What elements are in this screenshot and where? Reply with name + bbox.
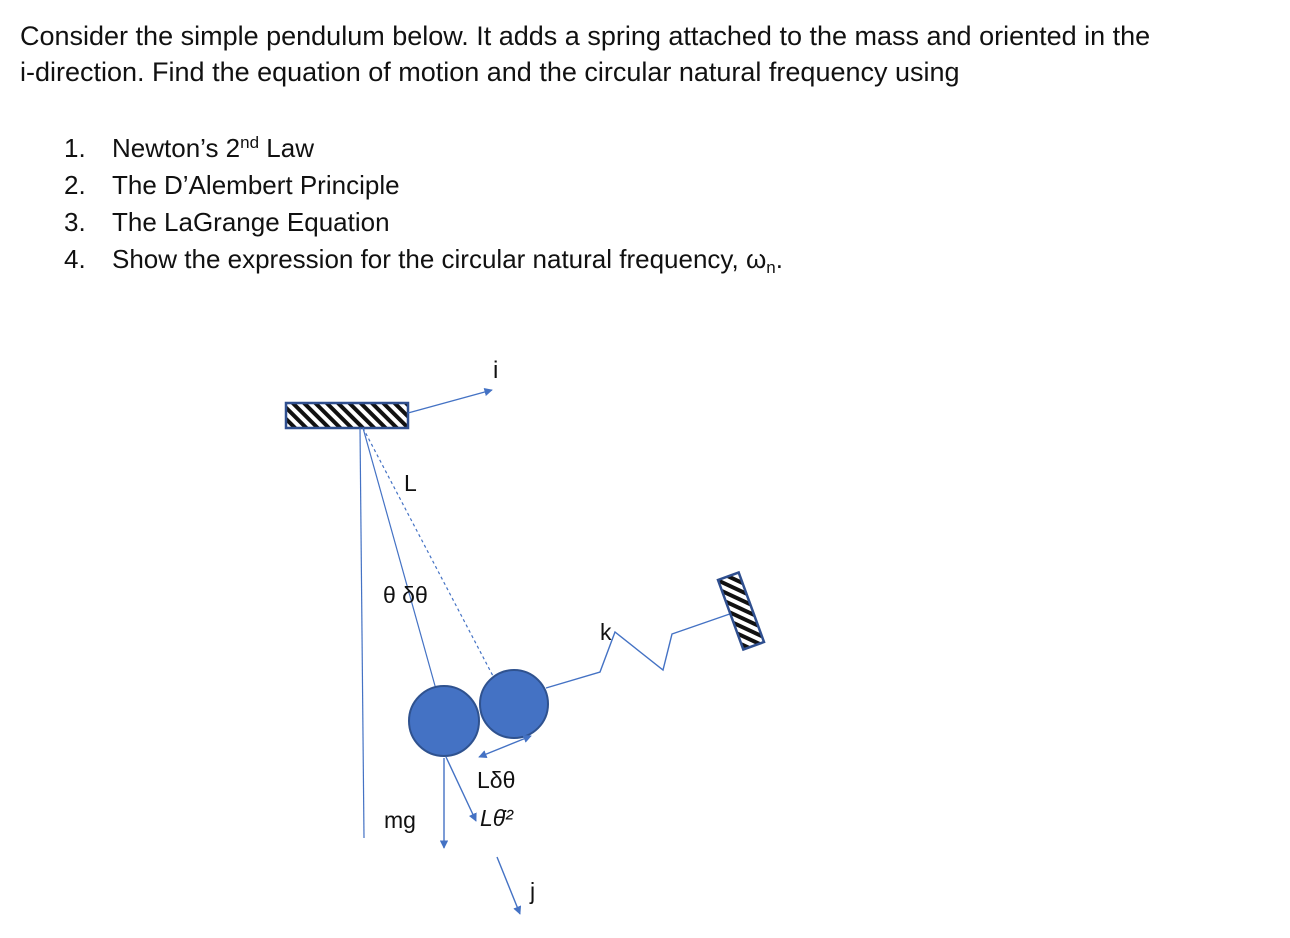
step-number: 4. — [64, 244, 86, 274]
j-axis-arrow — [497, 857, 520, 914]
i-axis-label: i — [493, 357, 499, 384]
step-text: Newton’s 2nd Law — [112, 133, 314, 163]
weight-label: mg — [384, 807, 416, 833]
displaced-mass — [480, 670, 548, 738]
length-label: L — [404, 470, 417, 496]
centripetal-arrow — [446, 757, 476, 821]
subscript: n — [766, 258, 776, 277]
centripetal-label: Lθ̇² — [480, 805, 513, 831]
step-number: 3. — [64, 207, 86, 237]
step-text: The D’Alembert Principle — [112, 170, 400, 200]
displacement-label: Lδθ — [477, 767, 516, 793]
j-axis-label: j — [530, 878, 536, 904]
step-text: The LaGrange Equation — [112, 207, 390, 237]
intro-line-2: i-direction. Find the equation of motion and the circular natural frequency using — [20, 57, 960, 87]
step-number: 1. — [64, 133, 86, 163]
superscript: nd — [240, 133, 260, 152]
ceiling-support — [286, 403, 408, 428]
spring — [546, 608, 747, 688]
step-number: 2. — [64, 170, 86, 200]
angle-labels: θ δθ — [383, 582, 428, 608]
vertical-reference-line — [360, 428, 364, 838]
i-axis-arrow — [408, 390, 492, 413]
wall-support — [718, 572, 764, 649]
displacement-arrow — [479, 736, 531, 757]
pendulum-mass — [409, 686, 479, 756]
step-text: Show the expression for the circular natural frequency, $\omega_n$. — [112, 244, 783, 277]
displaced-rod — [363, 428, 515, 718]
intro-line-1: Consider the simple pendulum below. It adds a spring attached to the mass and oriented in the — [20, 21, 1151, 51]
spring-label: k — [600, 619, 612, 645]
